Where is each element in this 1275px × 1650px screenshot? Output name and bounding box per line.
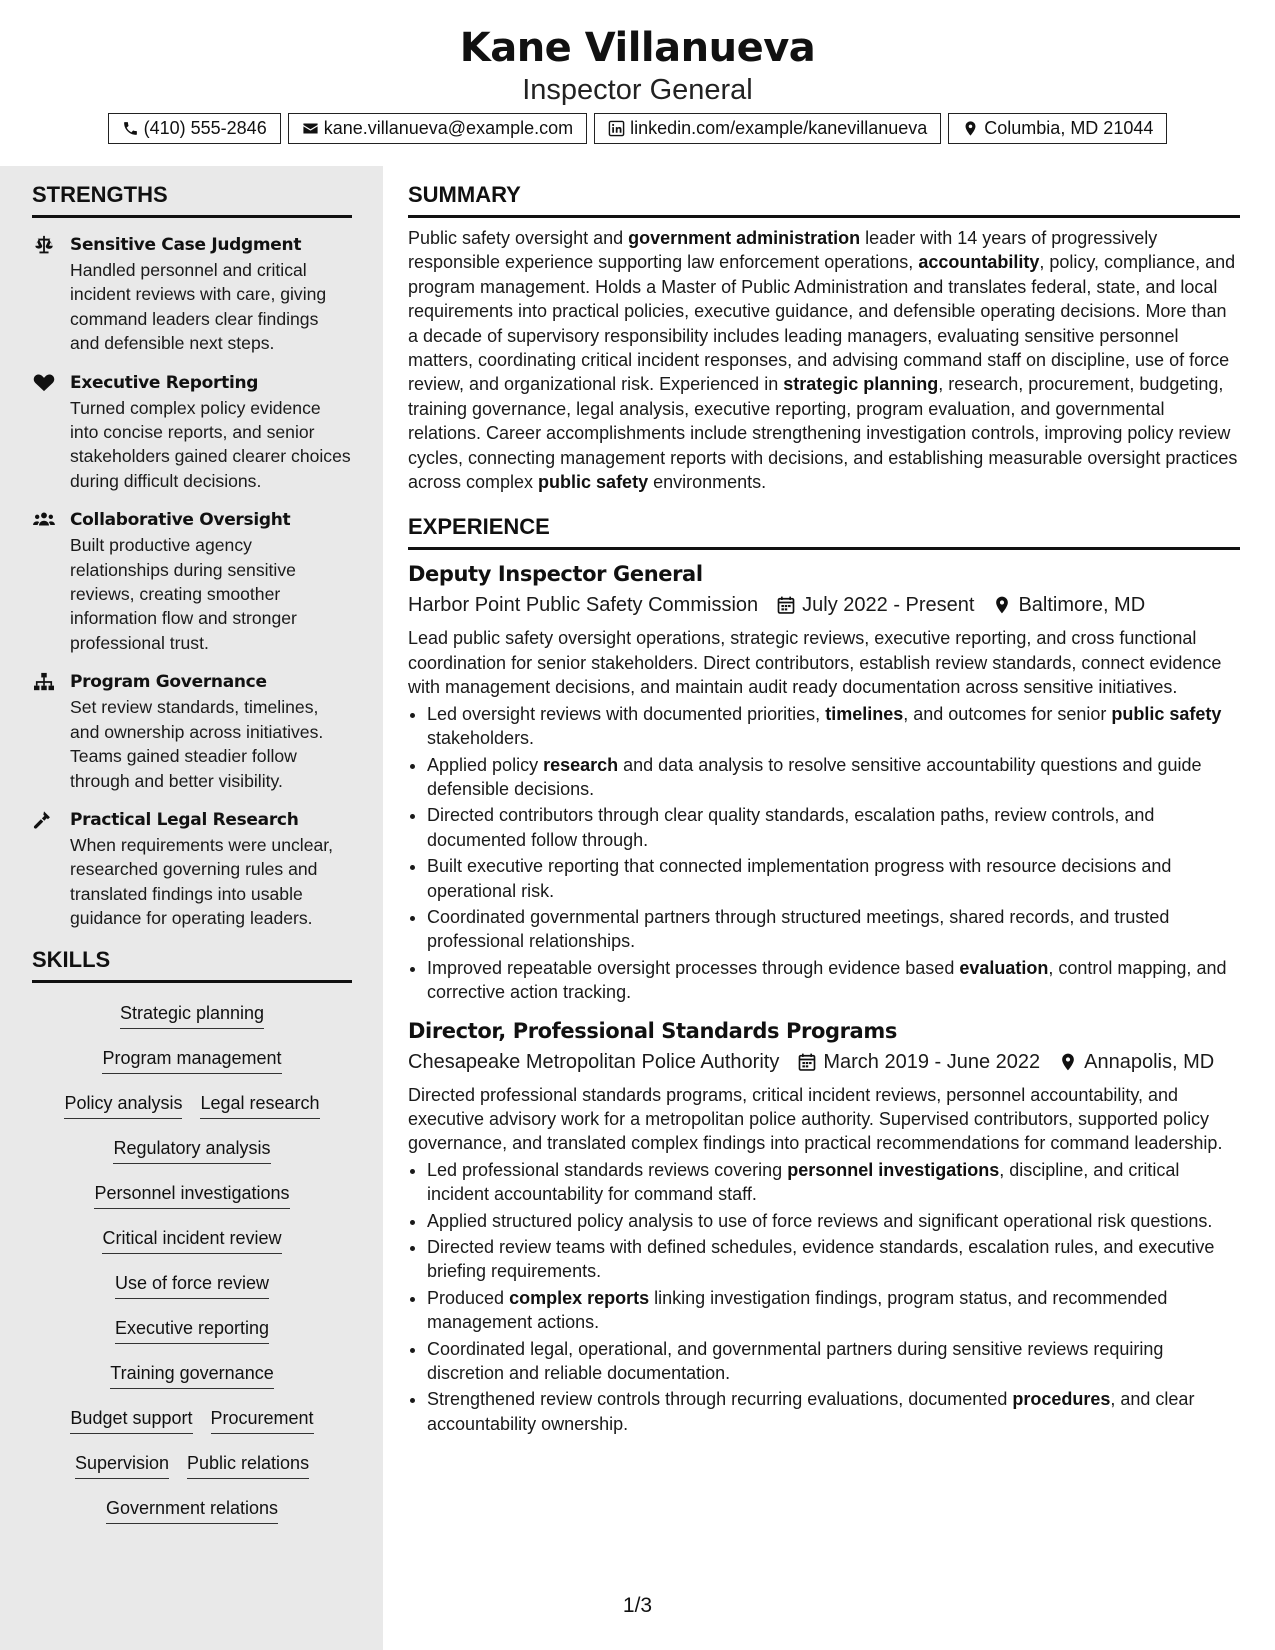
job-bullet: • Directed contributors through clear quality standards, escalation paths, review controls, and documented follow through. xyxy=(427,803,1240,852)
job-bullet: • Improved repeatable oversight processes through evidence based evaluation, control mapping, and corrective action tracking. xyxy=(427,956,1240,1005)
strength-title: Collaborative Oversight xyxy=(70,510,291,531)
skill-row xyxy=(102,1042,281,1087)
candidate-name: Kane Villanueva xyxy=(459,25,816,71)
job-description: Lead public safety oversight operations, strategic reviews, executive reporting, and cross functional coordination for senior stakeholders. Direct contributors, establish review standards, connect evidence with management decisions, and maintain audit ready documentation across sensitive initiatives. xyxy=(408,628,1222,698)
strength-description: Handled personnel and critical incident reviews with care, giving command leaders clear findings and defensible next steps. xyxy=(70,260,327,354)
job-bullet: • Led professional standards reviews covering personnel investigations, discipline, and critical incident accountability for command staff. xyxy=(427,1158,1240,1207)
summary-heading: SUMMARY xyxy=(408,180,1240,218)
contact-phone-text: (410) 555-2846 xyxy=(143,118,267,138)
scale-icon xyxy=(32,235,56,255)
strength-item xyxy=(32,370,352,494)
skill-row xyxy=(94,1177,289,1222)
contact-phone[interactable] xyxy=(108,113,281,144)
strength-description: Built productive agency relationships during sensitive reviews, creating smoother information flow and stronger professional trust. xyxy=(70,535,297,653)
heart-icon xyxy=(32,373,56,393)
strength-description: When requirements were unclear, researched governing rules and translated findings into usable guidance for operating leaders. xyxy=(70,834,334,929)
skill-tag: Supervision xyxy=(75,1451,169,1479)
phone-icon xyxy=(122,120,139,137)
skill-tag: Strategic planning xyxy=(120,1001,264,1029)
strength-item xyxy=(32,669,352,793)
skill-tag: Budget support xyxy=(70,1406,192,1434)
skill-tag: Policy analysis xyxy=(64,1091,182,1119)
skill-tag: Procurement xyxy=(211,1406,314,1434)
org-chart-icon xyxy=(32,672,56,692)
job-bullet: • Strengthened review controls through recurring evaluations, documented procedures, and clear accountability ownership. xyxy=(427,1387,1240,1436)
strength-title: Practical Legal Research xyxy=(70,809,299,830)
envelope-icon xyxy=(302,120,319,137)
job-location: Annapolis, MD xyxy=(1084,1050,1215,1073)
skill-tag: Public relations xyxy=(187,1451,309,1479)
people-icon xyxy=(32,510,56,530)
page-number: 1/3 xyxy=(622,1594,653,1617)
contact-linkedin[interactable] xyxy=(594,113,941,144)
strength-description: Turned complex policy evidence into concise reports, and senior stakeholders gained clearer choices during difficult decisions. xyxy=(70,397,351,491)
job-description: Directed professional standards programs, critical incident reviews, personnel accountability, and executive advisory work for a metropolitan police authority. Supervised contributors, supported policy governance, and translated complex findings into practical recommendations for command leadership. xyxy=(408,1084,1223,1154)
sidebar xyxy=(32,180,352,1537)
skill-tag: Government relations xyxy=(106,1496,278,1524)
skill-row xyxy=(120,997,264,1042)
skill-row xyxy=(64,1087,319,1132)
strength-description: Set review standards, timelines, and ownership across initiatives. Teams gained steadier follow through and better visibility. xyxy=(70,697,324,791)
job-bullet: • Led oversight reviews with documented priorities, timelines, and outcomes for senior public safety stakeholders. xyxy=(427,702,1240,751)
job-meta xyxy=(408,590,1240,620)
job-location: Baltimore, MD xyxy=(1018,594,1146,617)
strengths-list xyxy=(32,232,352,931)
skill-row xyxy=(102,1222,281,1267)
contact-linkedin-text: linkedin.com/example/kanevillanueva xyxy=(630,118,928,138)
skill-tag: Program management xyxy=(102,1046,281,1074)
resume-header xyxy=(0,20,1275,106)
skill-tag: Training governance xyxy=(110,1361,273,1389)
strength-title: Program Governance xyxy=(70,672,267,693)
skill-tag: Executive reporting xyxy=(115,1316,269,1344)
skill-row xyxy=(110,1357,273,1402)
job-entry xyxy=(408,1015,1240,1437)
skill-row xyxy=(75,1447,309,1492)
gavel-icon xyxy=(32,810,56,830)
job-entry xyxy=(408,558,1240,1004)
job-bullet: • Applied policy research and data analysis to resolve sensitive accountability questions and guide defensible decisions. xyxy=(427,753,1240,802)
job-dates: March 2019 - June 2022 xyxy=(823,1050,1041,1073)
candidate-title: Inspector General xyxy=(522,74,753,106)
skill-row xyxy=(115,1267,269,1312)
skill-row xyxy=(70,1402,313,1447)
map-pin-icon xyxy=(1058,1052,1078,1072)
contact-email-text: kane.villanueva@example.com xyxy=(323,118,574,138)
job-bullets xyxy=(427,1158,1240,1436)
job-organization: Chesapeake Metropolitan Police Authority xyxy=(408,1050,780,1073)
calendar-icon xyxy=(797,1052,817,1072)
job-bullet: • Coordinated governmental partners through structured meetings, shared records, and trusted professional relationships. xyxy=(427,905,1240,954)
contact-location-text: Columbia, MD 21044 xyxy=(984,118,1154,138)
skill-tag: Legal research xyxy=(200,1091,319,1119)
job-bullet: • Applied structured policy analysis to use of force reviews and significant operational risk questions. xyxy=(427,1209,1240,1233)
job-bullets xyxy=(427,702,1240,1005)
skill-row xyxy=(115,1312,269,1357)
experience-heading: EXPERIENCE xyxy=(408,512,1240,550)
strength-title: Executive Reporting xyxy=(70,372,259,393)
skill-tag: Use of force review xyxy=(115,1271,269,1299)
job-title: Deputy Inspector General xyxy=(408,562,703,587)
skill-tag: Regulatory analysis xyxy=(113,1136,270,1164)
job-bullet: • Produced complex reports linking investigation findings, program status, and recommended management actions. xyxy=(427,1286,1240,1335)
skill-tag: Personnel investigations xyxy=(94,1181,289,1209)
map-pin-icon xyxy=(992,595,1012,615)
job-bullet: • Coordinated legal, operational, and governmental partners during sensitive reviews requiring discretion and reliable documentation. xyxy=(427,1337,1240,1386)
skill-tag: Critical incident review xyxy=(102,1226,281,1254)
skills-heading: SKILLS xyxy=(32,945,352,983)
strength-item xyxy=(32,807,352,931)
contact-location[interactable] xyxy=(948,113,1167,144)
job-meta xyxy=(408,1047,1240,1077)
job-dates: July 2022 - Present xyxy=(802,594,975,617)
skills-list xyxy=(32,997,352,1537)
linkedin-icon xyxy=(608,120,625,137)
strengths-heading: STRENGTHS xyxy=(32,180,352,218)
job-title: Director, Professional Standards Programs xyxy=(408,1018,897,1043)
strength-item xyxy=(32,507,352,655)
strength-title: Sensitive Case Judgment xyxy=(70,235,302,255)
job-bullet: • Built executive reporting that connected implementation progress with resource decisions and operational risk. xyxy=(427,854,1240,903)
skill-row xyxy=(113,1132,270,1177)
contact-bar xyxy=(0,113,1275,144)
map-pin-icon xyxy=(962,120,979,137)
strength-item xyxy=(32,232,352,356)
job-organization: Harbor Point Public Safety Commission xyxy=(408,594,759,617)
summary-text: Public safety oversight and government administration leader with 14 years of progressively responsible experience supporting law enforcement operations, accountability, policy, compliance, and program management. Holds a Master of Public Administration and translates federal, state, and local requirements into practical policies, executive guidance, and defensible operating decisions. More than a decade of supervisory responsibility includes leading managers, evaluating sensitive personnel matters, coordinating critical incident responses, and advising command staff on discipline, use of force review, and organizational risk. Experienced in strategic planning, research, procurement, budgeting, training governance, legal analysis, executive reporting, program evaluation, and governmental relations. Career accomplishments include strengthening investigation controls, improving policy review cycles, connecting management reports with decisions, and establishing measurable oversight practices across complex public safety environments. xyxy=(408,228,1238,493)
calendar-icon xyxy=(776,595,796,615)
job-bullet: • Directed review teams with defined schedules, evidence standards, escalation rules, and executive briefing requirements. xyxy=(427,1235,1240,1284)
contact-email[interactable] xyxy=(288,113,587,144)
skill-row xyxy=(106,1492,278,1537)
main-content xyxy=(408,180,1240,1438)
